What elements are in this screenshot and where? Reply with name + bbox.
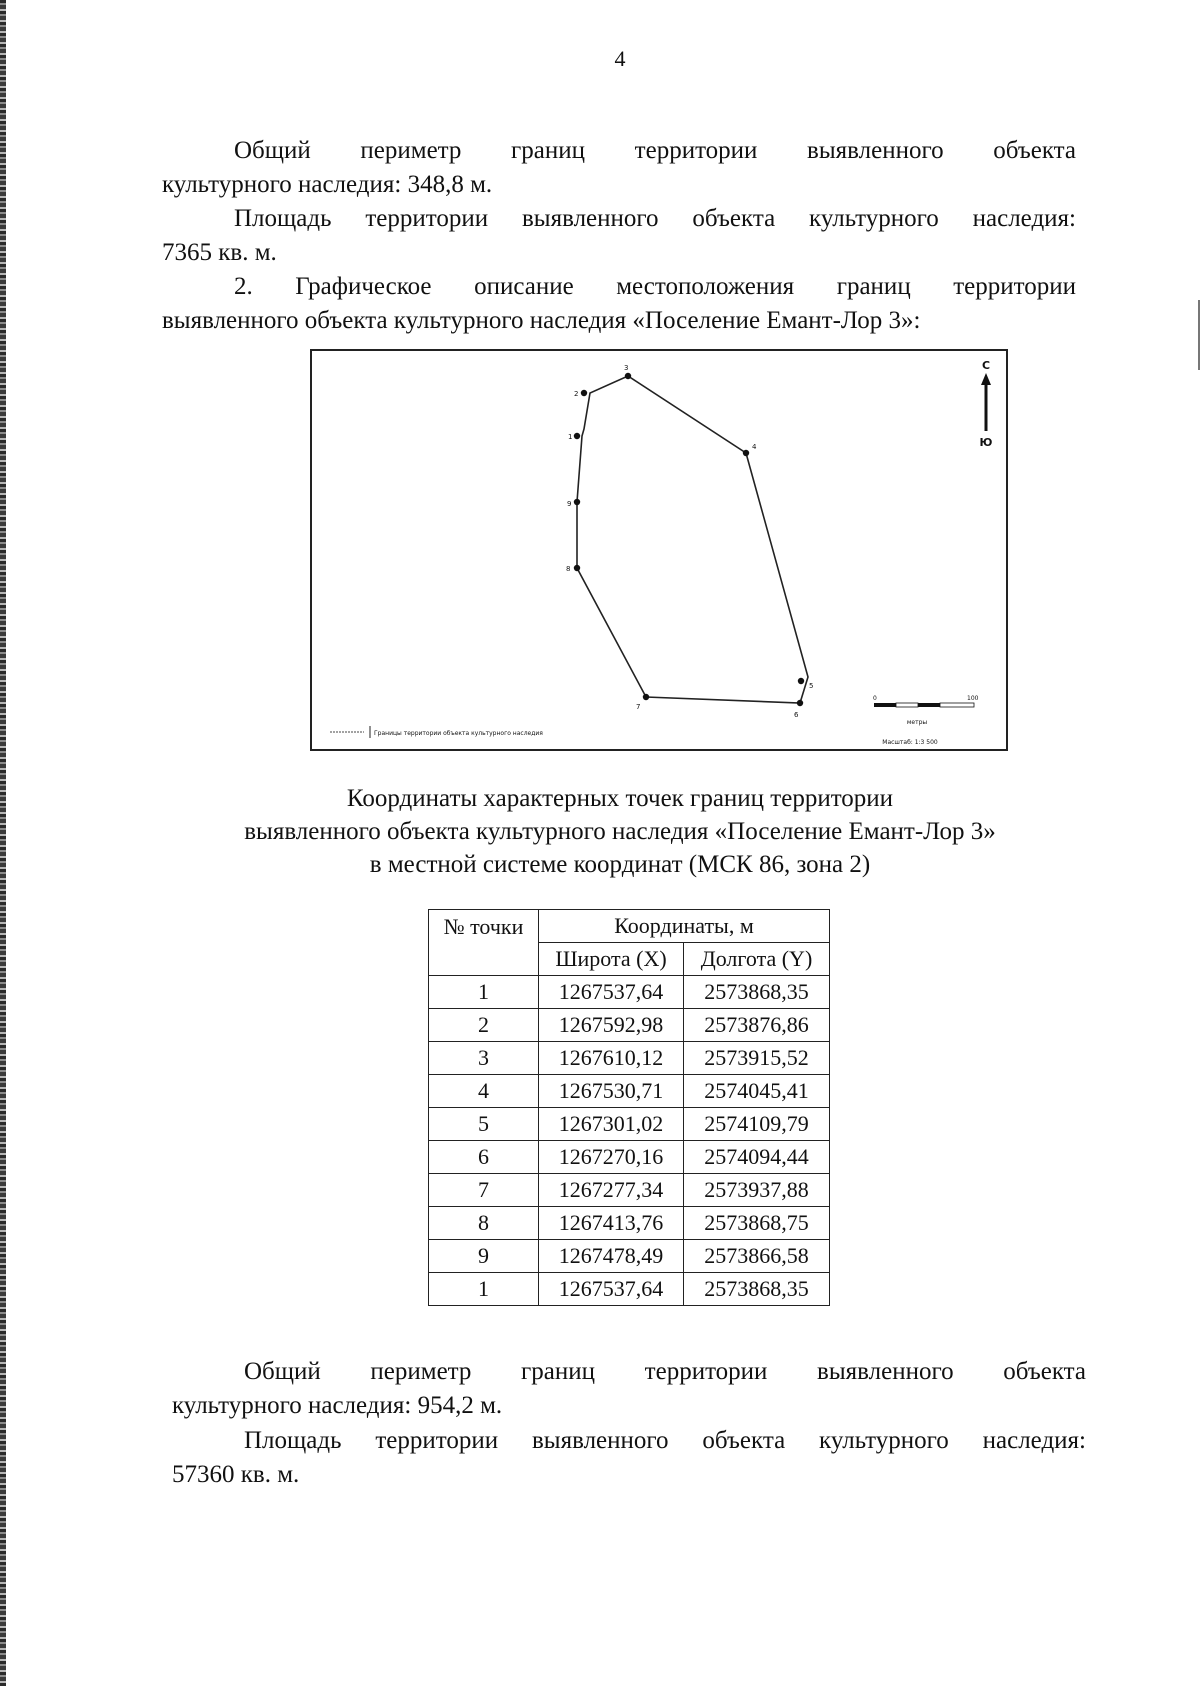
scale-units-label: метры [906,719,928,726]
latitude-cell: 1267530,71 [539,1075,684,1108]
vertex-label: 3 [624,364,629,372]
summary-perimeter-line2: культурного наследия: 954,2 м. [172,1392,503,1419]
summary-perimeter-paragraph [172,1355,1086,1423]
table-row [429,1075,830,1108]
table-row [429,1141,830,1174]
intro-perimeter-paragraph [162,134,1076,202]
table-row [429,1108,830,1141]
north-arrow-head [981,373,991,385]
table-row [429,1042,830,1075]
latitude-cell: 1267537,64 [539,1273,684,1306]
boundary-vertex [581,390,587,396]
point-number-cell: 8 [429,1207,539,1240]
scale-segment-2 [896,703,918,707]
intro-area-line1: Площадь территории выявленного объекта культурного наследия: [234,205,1076,232]
longitude-cell: 2573915,52 [684,1042,830,1075]
table-row [429,1174,830,1207]
latitude-cell: 1267592,98 [539,1009,684,1042]
section-2-paragraph [162,270,1076,338]
latitude-cell: 1267270,16 [539,1141,684,1174]
table-row [429,1009,830,1042]
vertex-label: 4 [752,443,757,451]
point-number-cell: 1 [429,976,539,1009]
point-number-cell: 6 [429,1141,539,1174]
vertex-label: 2 [574,390,579,398]
header-coordinates: Координаты, м [539,910,830,943]
longitude-cell: 2573868,35 [684,976,830,1009]
legend-label: Границы территории объекта культурного наследия [374,730,543,737]
page-number: 4 [614,46,626,71]
latitude-cell: 1267413,76 [539,1207,684,1240]
scale-start-label: 0 [873,695,877,702]
intro-perimeter-line2: культурного наследия: 348,8 м. [162,171,493,198]
boundary-vertex [574,499,580,505]
boundary-map-svg [312,351,1006,749]
table-row [429,1207,830,1240]
coordinates-title-line1: Координаты характерных точек границ территории [346,785,894,812]
longitude-cell: 2573876,86 [684,1009,830,1042]
boundary-vertex [574,433,580,439]
longitude-cell: 2574109,79 [684,1108,830,1141]
summary-area-line2: 57360 кв. м. [172,1461,300,1488]
table-row [429,976,830,1009]
boundary-vertex [798,678,804,684]
summary-area-paragraph [172,1424,1086,1492]
point-number-cell: 9 [429,1240,539,1273]
vertex-label: 8 [566,565,571,573]
coordinates-title [160,782,1080,881]
section-2-line1: 2. Графическое описание местоположения границ территории [234,273,1076,300]
vertex-label: 6 [794,711,799,719]
point-number-cell: 4 [429,1075,539,1108]
point-number-cell: 1 [429,1273,539,1306]
vertex-label: 5 [809,682,814,690]
latitude-cell: 1267301,02 [539,1108,684,1141]
longitude-cell: 2574045,41 [684,1075,830,1108]
boundary-vertex [643,694,649,700]
latitude-cell: 1267610,12 [539,1042,684,1075]
south-label: Ю [979,436,993,449]
north-label: С [981,359,991,372]
coordinates-title-line2: выявленного объекта культурного наследия «Поселение Емант-Лор 3» [244,818,996,845]
scale-segment-3 [918,703,940,707]
summary-perimeter-line1: Общий периметр границ территории выявленного объекта [244,1358,1086,1385]
header-point-number: № точки [429,910,539,976]
longitude-cell: 2573866,58 [684,1240,830,1273]
boundary-vertex [625,373,631,379]
boundary-vertex [574,565,580,571]
longitude-cell: 2573868,35 [684,1273,830,1306]
point-number-cell: 2 [429,1009,539,1042]
point-number-cell: 3 [429,1042,539,1075]
boundary-polygon [577,376,808,703]
boundary-map [310,349,1008,751]
intro-perimeter-line1: Общий периметр границ территории выявленного объекта [234,137,1076,164]
coordinates-title-line3: в местной системе координат (МСК 86, зона 2) [369,851,871,878]
point-number-cell: 5 [429,1108,539,1141]
scale-end-label: 100 [967,695,979,702]
coordinates-table [428,909,830,1306]
latitude-cell: 1267277,34 [539,1174,684,1207]
latitude-cell: 1267478,49 [539,1240,684,1273]
intro-area-line2: 7365 кв. м. [162,239,277,266]
map-legend [330,726,543,738]
scale-bar [873,695,979,746]
section-2-line2: выявленного объекта культурного наследия «Поселение Емант-Лор 3»: [162,307,921,334]
vertex-label: 1 [568,433,573,441]
scale-text: Масштаб: 1:3 500 [882,739,938,746]
longitude-cell: 2574094,44 [684,1141,830,1174]
boundary-vertex [797,700,803,706]
scale-segment-4 [940,703,974,707]
header-longitude: Долгота (Y) [684,943,830,976]
scale-segment-1 [874,703,896,707]
boundary-vertex [743,450,749,456]
vertex-label: 9 [567,500,572,508]
north-arrow [980,359,993,449]
table-row [429,1240,830,1273]
scan-edge [0,0,6,1686]
header-latitude: Широта (X) [539,943,684,976]
table-row [429,1273,830,1306]
vertex-label: 7 [636,703,641,711]
latitude-cell: 1267537,64 [539,976,684,1009]
intro-area-paragraph [162,202,1076,270]
longitude-cell: 2573937,88 [684,1174,830,1207]
point-number-cell: 7 [429,1174,539,1207]
summary-area-line1: Площадь территории выявленного объекта культурного наследия: [244,1427,1086,1454]
longitude-cell: 2573868,75 [684,1207,830,1240]
